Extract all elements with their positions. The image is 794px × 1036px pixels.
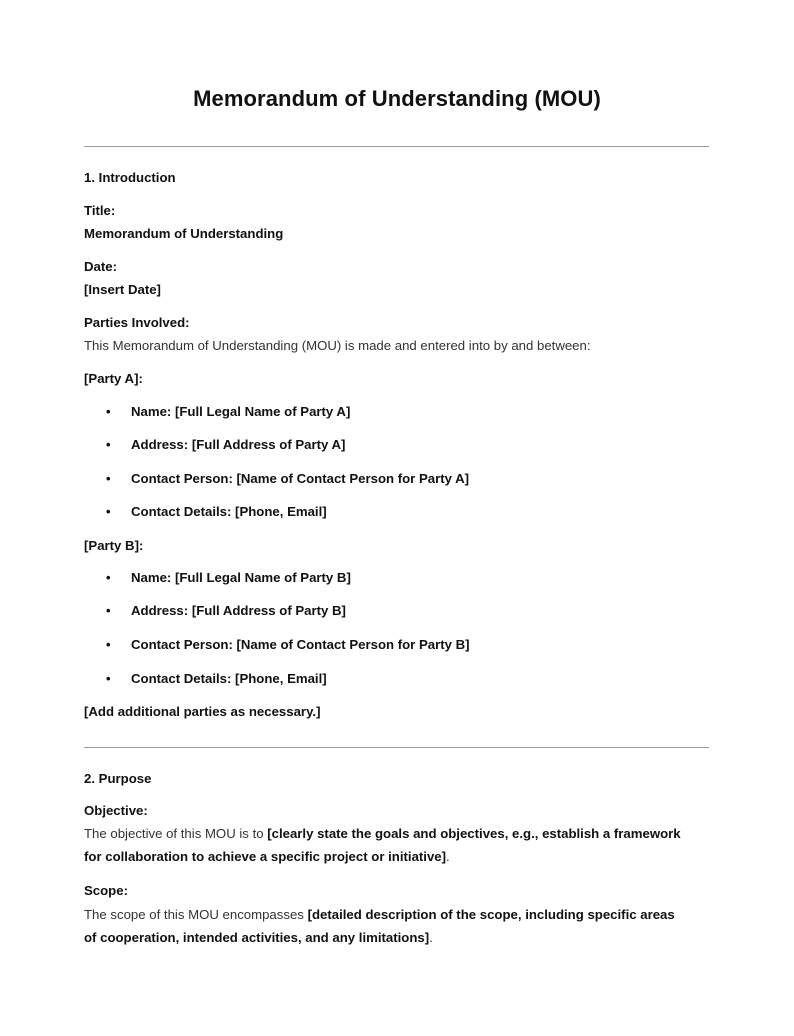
party-a-label: [Party A]: <box>84 371 143 386</box>
scope-suffix: . <box>429 930 433 945</box>
title-value: Memorandum of Understanding <box>84 226 284 241</box>
bullet-icon: • <box>106 437 111 452</box>
date-value: [Insert Date] <box>84 282 161 297</box>
party-a-contact-details: Contact Details: [Phone, Email] <box>131 504 327 519</box>
party-b-address: Address: [Full Address of Party B] <box>131 603 346 618</box>
bullet-icon: • <box>106 404 111 419</box>
bullet-icon: • <box>106 570 111 585</box>
bullet-icon: • <box>106 471 111 486</box>
party-b-label: [Party B]: <box>84 538 144 553</box>
section-heading-purpose: 2. Purpose <box>84 771 152 786</box>
scope-placeholder: [detailed description of the scope, including specific areas of cooperation, intended activities, and any limitations] <box>84 907 675 945</box>
party-a-contact-person: Contact Person: [Name of Contact Person for Party A] <box>131 471 470 486</box>
party-b-contact-person: Contact Person: [Name of Contact Person for Party B] <box>131 637 470 652</box>
objective-suffix: . <box>446 849 450 864</box>
objective-prefix: The objective of this MOU is to <box>84 826 268 841</box>
bullet-icon: • <box>106 671 111 686</box>
scope-paragraph <box>84 903 684 949</box>
scope-label: Scope: <box>84 883 128 898</box>
objective-placeholder: [clearly state the goals and objectives, e.g., establish a framework for collaboration to achieve a specific project or initiative] <box>84 826 681 864</box>
divider <box>84 146 709 147</box>
objective-label: Objective: <box>84 803 148 818</box>
title-label: Title: <box>84 203 116 218</box>
bullet-icon: • <box>106 504 111 519</box>
date-label: Date: <box>84 259 117 274</box>
parties-text: This Memorandum of Understanding (MOU) is made and entered into by and between: <box>84 338 591 353</box>
document-title: Memorandum of Understanding (MOU) <box>193 86 601 111</box>
scope-prefix: The scope of this MOU encompasses <box>84 907 308 922</box>
bullet-icon: • <box>106 603 111 618</box>
bullet-icon: • <box>106 637 111 652</box>
party-b-name: Name: [Full Legal Name of Party B] <box>131 570 351 585</box>
divider <box>84 747 709 748</box>
additional-parties-note: [Add additional parties as necessary.] <box>84 704 321 719</box>
parties-label: Parties Involved: <box>84 315 190 330</box>
party-b-contact-details: Contact Details: [Phone, Email] <box>131 671 327 686</box>
section-heading-introduction: 1. Introduction <box>84 170 176 185</box>
party-a-address: Address: [Full Address of Party A] <box>131 437 346 452</box>
party-a-name: Name: [Full Legal Name of Party A] <box>131 404 351 419</box>
objective-paragraph <box>84 822 684 868</box>
